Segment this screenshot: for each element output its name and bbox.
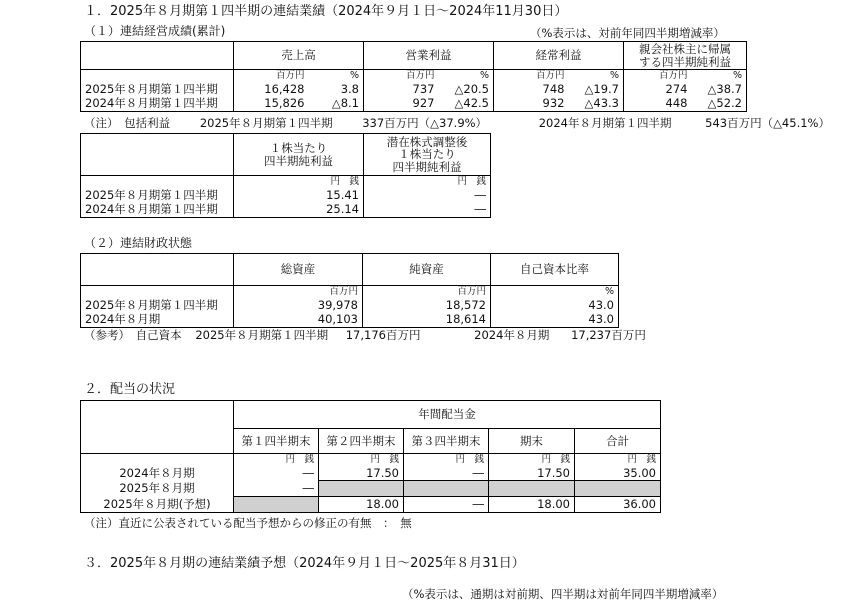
unit-percent: %	[309, 70, 364, 83]
table-row: 2025年８月期 ―	[81, 481, 661, 497]
unit-million: 百万円	[234, 286, 363, 299]
header-blank	[81, 42, 234, 70]
unit-million: 百万円	[624, 70, 692, 83]
unit-yen-sen: 円 銭	[234, 176, 364, 189]
table-row: 2024年８月期第１四半期 15,826 △8.1 927 △42.5 932 △43.3 448 △52.2	[81, 97, 747, 112]
unit-percent: %	[439, 70, 494, 83]
unit-percent: %	[491, 286, 619, 299]
unit-yen-sen: 円 銭	[489, 454, 575, 467]
table-row: 2024年８月期 ― 17.50 ― 17.50 35.00	[81, 467, 661, 481]
unit-million: 百万円	[234, 70, 309, 83]
unit-yen-sen: 円 銭	[364, 176, 491, 189]
section1-subtitle: （１）連結経営成績(累計)	[84, 24, 226, 38]
table-row: 2024年８月期第１四半期 25.14 ―	[81, 203, 491, 218]
header-equity-ratio: 自己資本比率	[491, 254, 619, 286]
unit-million: 百万円	[494, 70, 569, 83]
dividends-title: ２．配当の状況	[84, 382, 176, 397]
forecast-percent-note: （%表示は、通期は対前期、四半期は対前年同四半期増減率）	[402, 587, 724, 601]
header-total: 合計	[575, 429, 661, 454]
unit-percent: %	[569, 70, 624, 83]
unit-yen-sen: 円 銭	[234, 454, 319, 467]
unit-yen-sen: 円 銭	[575, 454, 661, 467]
header-sales: 売上高	[234, 42, 364, 70]
header-diluted-eps: 潜在株式調整後 １株当たり 四半期純利益	[364, 134, 491, 176]
financial-position-table	[80, 253, 619, 328]
dividend-revision-note: （注）直近に公表されている配当予想からの修正の有無 ： 無	[84, 516, 412, 530]
unit-percent: %	[692, 70, 747, 83]
dividends-table	[80, 400, 661, 513]
header-annual-dividends: 年間配当金	[234, 401, 661, 429]
operating-results-table	[80, 41, 747, 112]
table-row: 2025年８月期第１四半期 39,978 18,572 43.0	[81, 299, 619, 313]
header-q2-end: 第２四半期末	[319, 429, 404, 454]
header-total-assets: 総資産	[234, 254, 363, 286]
header-operating-income: 営業利益	[364, 42, 494, 70]
header-q1-end: 第１四半期末	[234, 429, 319, 454]
header-q3-end: 第３四半期末	[404, 429, 489, 454]
table-row: 2025年８月期(予想) 18.00 ― 18.00 36.00	[81, 497, 661, 513]
table-row: 2025年８月期第１四半期 16,428 3.8 737 △20.5 748 △19.7 274 △38.7	[81, 83, 747, 97]
table-row: 2025年８月期第１四半期 15.41 ―	[81, 189, 491, 203]
unit-yen-sen: 円 銭	[319, 454, 404, 467]
header-net-income: 親会社株主に帰属 する四半期純利益	[624, 42, 747, 70]
section1-title: １．2025年８月期第１四半期の連結業績（2024年９月１日～2024年11月30日）	[84, 4, 568, 19]
eps-table	[80, 133, 491, 218]
header-net-assets: 純資産	[363, 254, 491, 286]
percent-note: （%表示は、対前年同四半期増減率）	[530, 26, 725, 40]
unit-million: 百万円	[364, 70, 439, 83]
unit-million: 百万円	[363, 286, 491, 299]
equity-reference-note: （参考） 自己資本 2025年８月期第１四半期 17,176百万円 2024年８月期 17,237百万円	[84, 328, 646, 342]
financial-position-title: （２）連結財政状態	[84, 236, 193, 250]
table-row: 2024年８月期 40,103 18,614 43.0	[81, 313, 619, 328]
unit-yen-sen: 円 銭	[404, 454, 489, 467]
forecast-title: ３．2025年８月期の連結業績予想（2024年９月１日～2025年８月31日）	[84, 556, 525, 571]
comprehensive-income-note: （注） 包括利益 2025年８月期第１四半期 337百万円（△37.9%） 2024年８月期第１四半期 543百万円（△45.1%）	[84, 116, 830, 130]
header-ordinary-income: 経常利益	[494, 42, 624, 70]
header-eps: １株当たり 四半期純利益	[234, 134, 364, 176]
header-year-end: 期末	[489, 429, 575, 454]
